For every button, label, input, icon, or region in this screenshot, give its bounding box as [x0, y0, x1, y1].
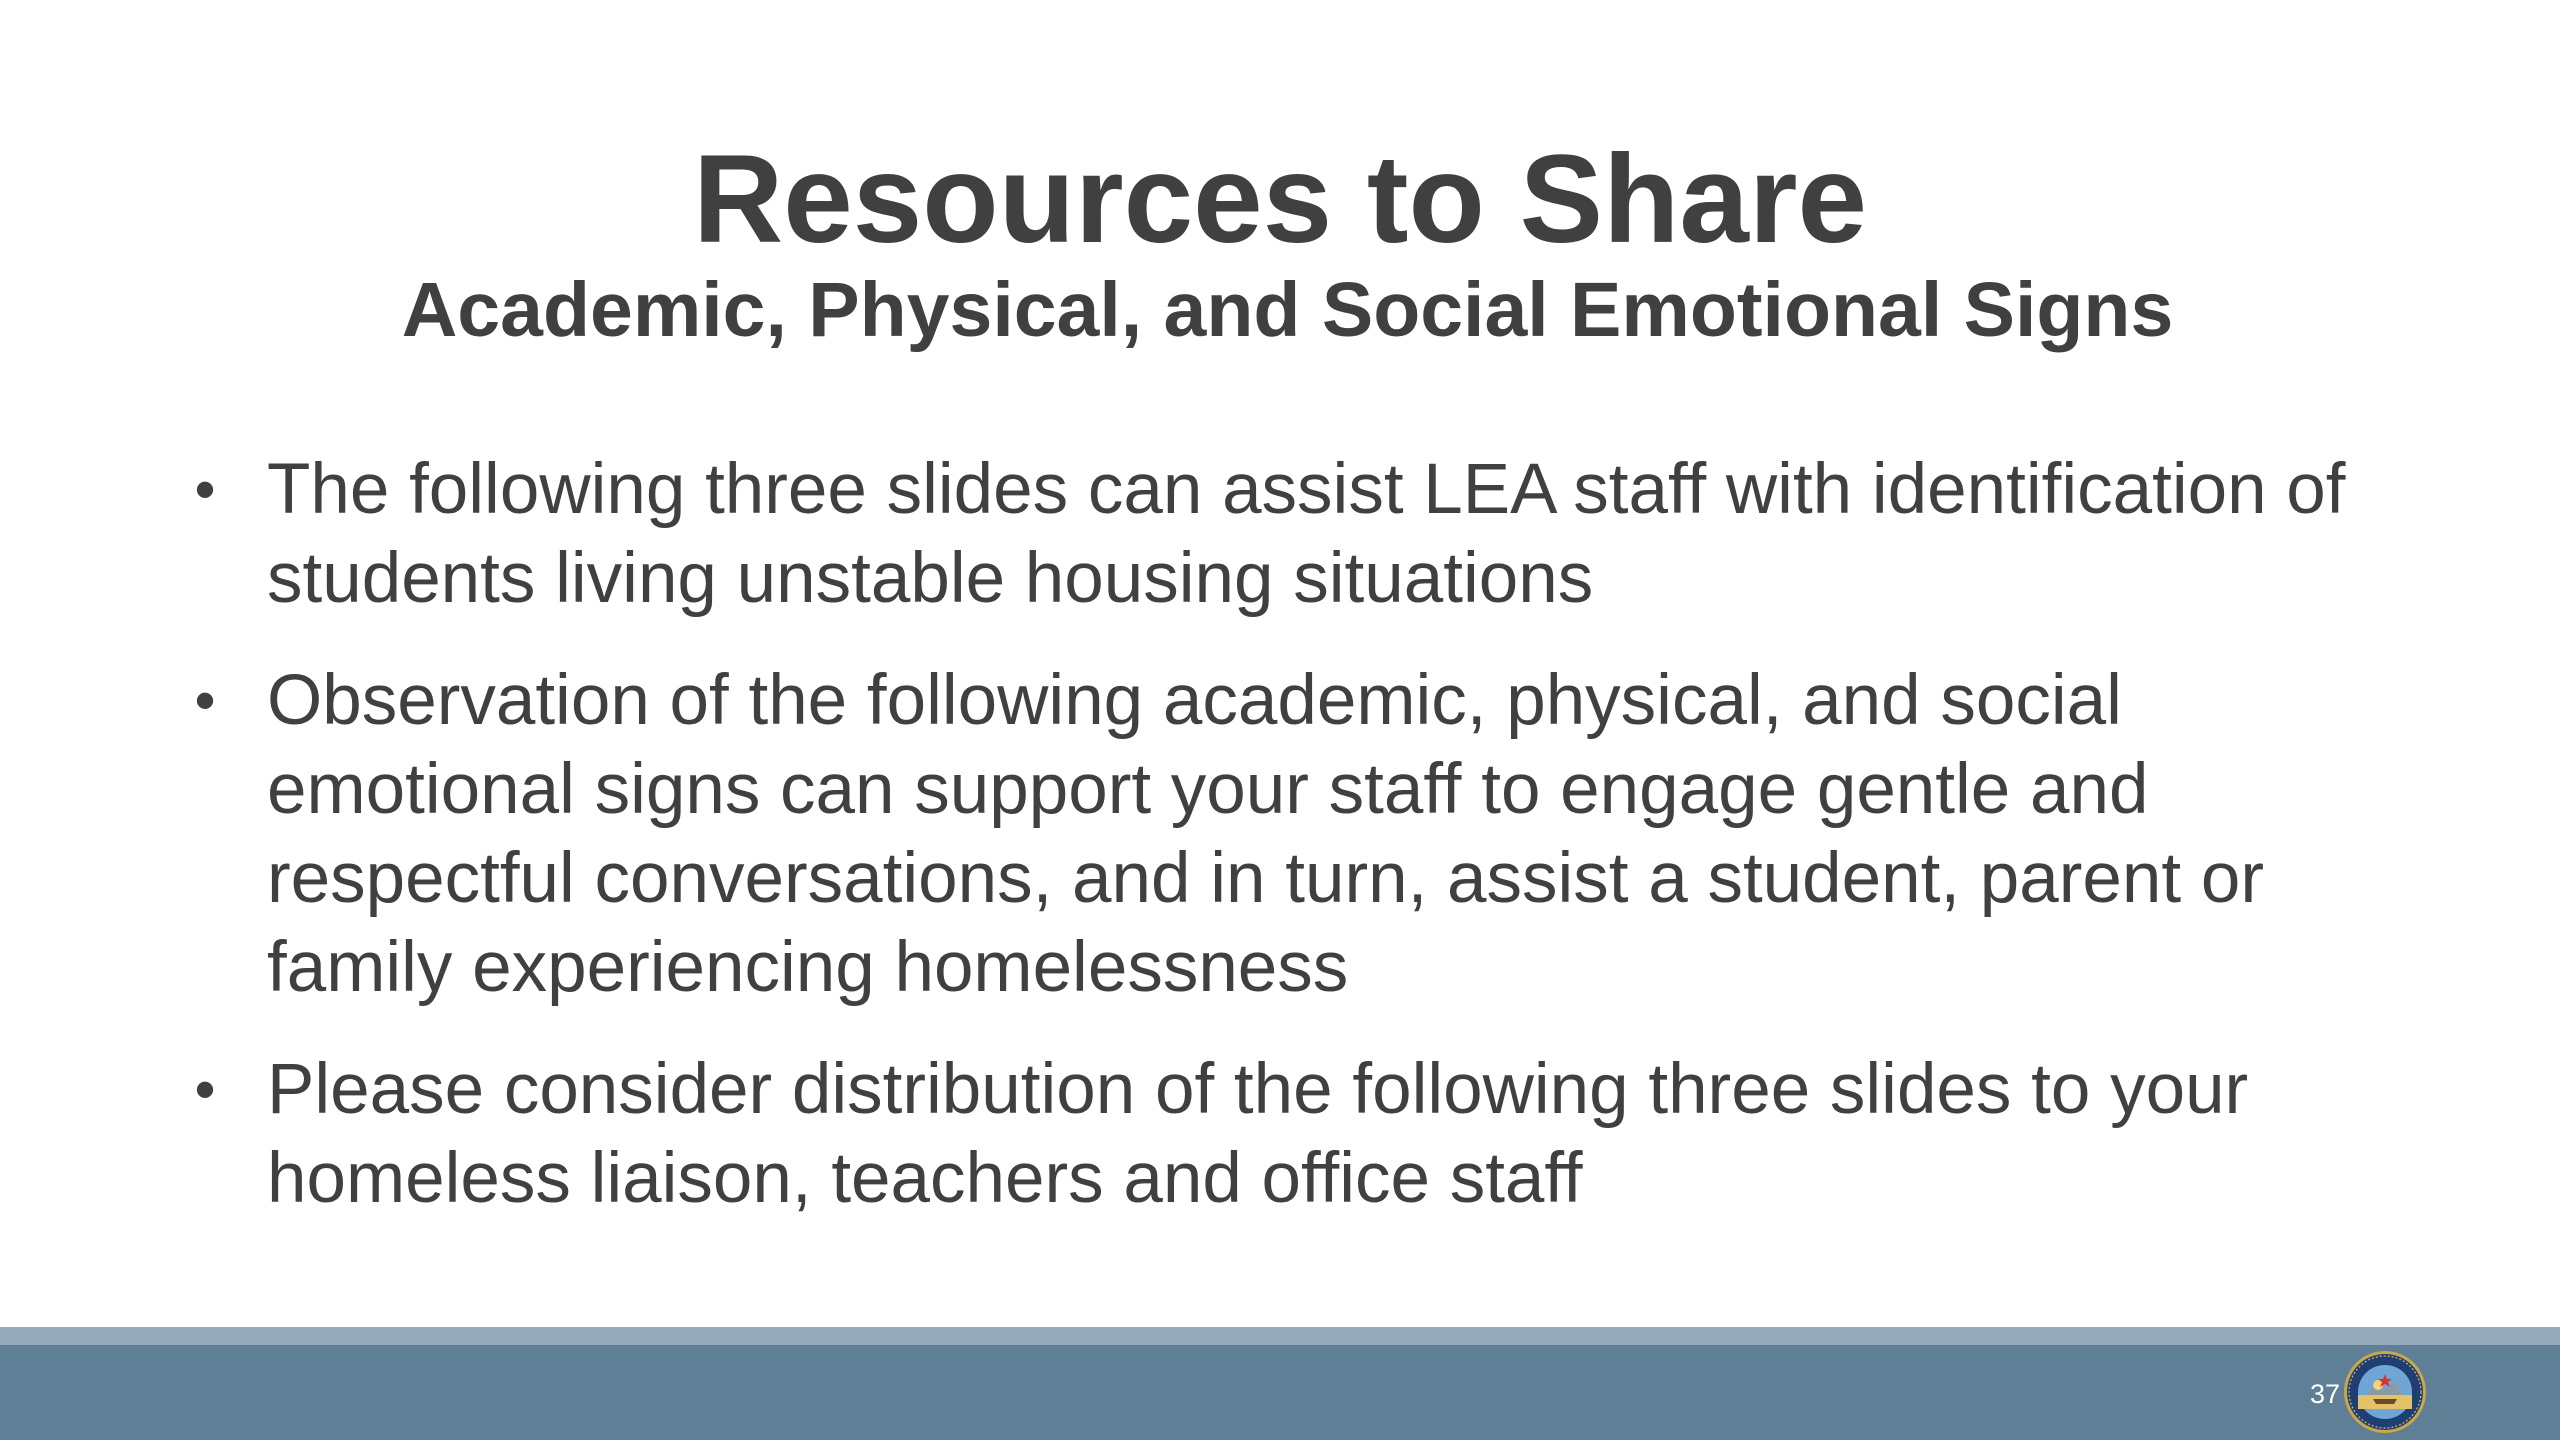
- bullet-dot: •: [194, 667, 216, 734]
- slide-title: Resources to Share: [692, 130, 1868, 269]
- page-number: 37: [2309, 1379, 2340, 1409]
- state-seal-icon: [2343, 1350, 2427, 1434]
- bullet-text: Please consider distribution of the following three slides to your homeless liaison, teachers and office staff: [267, 1050, 2249, 1218]
- bullet-text: The following three slides can assist LEA staff with identification of students living unstable housing situations: [267, 450, 2346, 618]
- bullet-list: [190, 445, 2430, 1256]
- footer-stripe: [0, 1327, 2560, 1345]
- bullet-text: Observation of the following academic, physical, and social emotional signs can support your staff to engage gentle and respectful conversations, and in turn, assist a student, parent or family experiencing homelessness: [267, 661, 2264, 1007]
- bullet-item: [190, 445, 2430, 623]
- footer-bar: [0, 1345, 2560, 1440]
- slide-subtitle: Academic, Physical, and Social Emotional Signs: [401, 267, 2174, 353]
- bullet-item: [190, 656, 2430, 1012]
- bullet-dot: •: [194, 1056, 216, 1123]
- bullet-item: [190, 1045, 2430, 1223]
- bullet-dot: •: [194, 456, 216, 523]
